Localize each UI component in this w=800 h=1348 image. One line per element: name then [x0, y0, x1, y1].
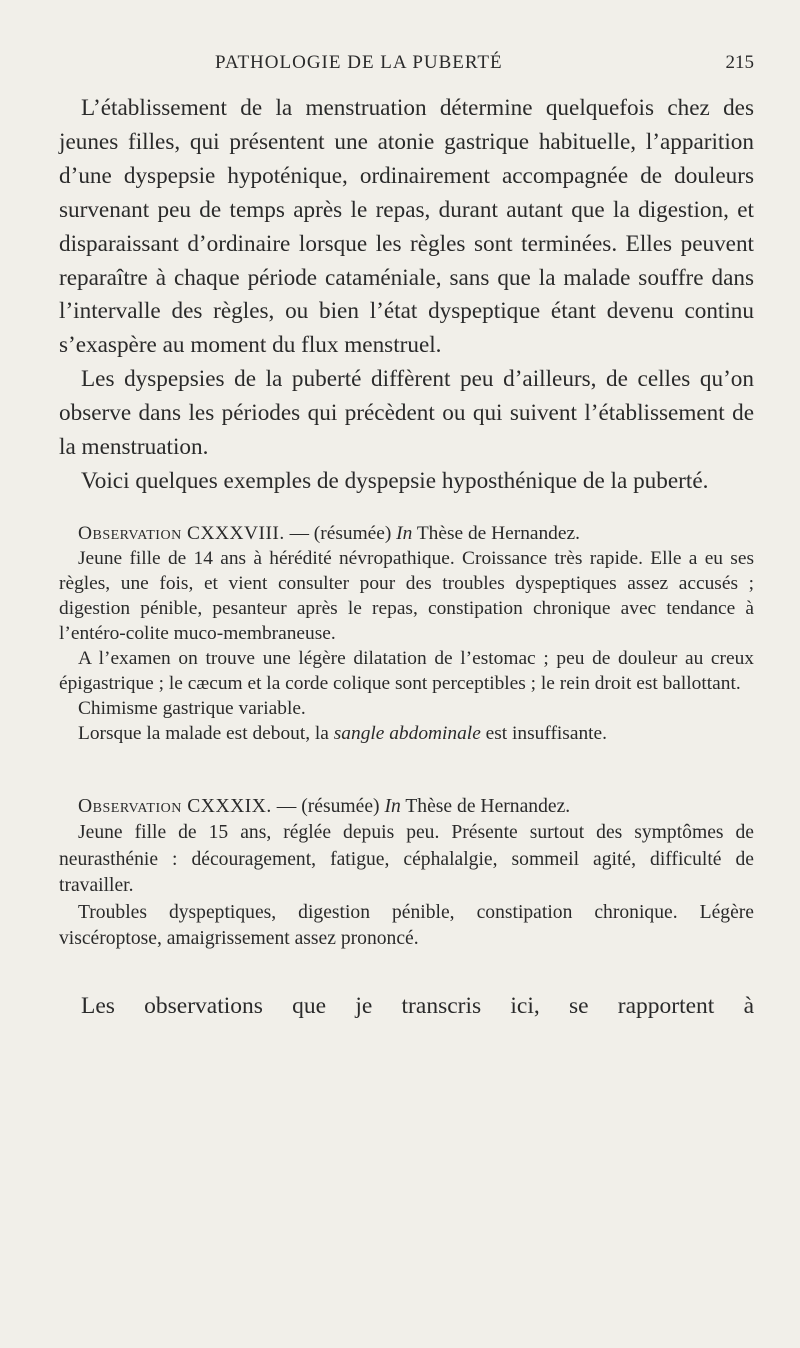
running-head [59, 52, 754, 92]
observation-paragraph: A l’examen on trouve une légère dilatation de l’estomac ; peu de douleur au creux épigastrique ; le cæcum et la corde colique sont perceptibles ; le rein droit est ballottant. [59, 647, 754, 694]
observation-italic-term: sangle abdominale [333, 722, 481, 744]
observation-paragraph: Jeune fille de 15 ans, réglée depuis peu. Présente surtout des symptômes de neurasthénie : découragement, fatigue, céphalalgie, sommeil agité, difficulté de travailler. [59, 822, 754, 897]
observation-text: Lorsque la malade est debout, la [78, 722, 334, 744]
paragraph-examples: Voici quelques exemples de dyspepsie hyposthénique de la puberté. [81, 467, 709, 494]
closing-line: Les observations que je transcris ici, se rapportent à [81, 992, 754, 1019]
observation-paragraph [59, 721, 754, 746]
observation-source: Thèse de Hernandez. [400, 795, 571, 817]
observation-paragraph: Jeune fille de 14 ans à hérédité névropathique. Croissance très rapide. Elle a eu ses règles, une fois, et vient consulter pour des troubles dyspeptiques assez accusés ; digestion pénible, pesanteur après le repas, constipation chronique avec tendance à l’entéro-colite muco-membraneuse. [59, 547, 754, 644]
observation-label: Observation CXXXIX. [78, 795, 272, 817]
paragraph-comparison: Les dyspepsies de la puberté diffèrent peu d’ailleurs, de celles qu’on observe dans les périodes qui précèdent ou qui suivent l’établissement de la menstruation. [59, 366, 754, 461]
observation-138 [59, 521, 754, 746]
observation-summary-note: — (résumée) [271, 795, 385, 817]
observation-paragraph: Chimisme gastrique variable. [78, 697, 306, 719]
observation-heading [59, 521, 754, 546]
observation-source: Thèse de Hernandez. [412, 522, 580, 544]
page-number: 215 [725, 52, 754, 73]
paragraph-intro: L’établissement de la menstruation détermine quelquefois chez des jeunes filles, qui présentent une atonie gastrique habituelle, l’apparition d’une dyspepsie hypoténique, ordinairement accompagnée de douleurs survenant peu de temps après le repas, durant autant que la digestion, et disparaissant d’ordinaire lorsque les règles sont terminées. Elles peuvent reparaître à chaque période cataméniale, sans que la malade souffre dans l’intervalle des règles, ou bien l’état dyspeptique étant devenu continu s’exaspère au moment du flux menstruel. [59, 95, 754, 359]
running-title: PATHOLOGIE DE LA PUBERTÉ [215, 52, 503, 73]
observation-paragraph: Troubles dyspeptiques, digestion pénible, constipation chronique. Légère viscéroptose, amaigrissement assez prononcé. [59, 901, 754, 950]
observation-in: In [384, 795, 401, 817]
observation-heading [59, 794, 754, 821]
observation-in: In [396, 522, 413, 544]
observation-label: Observation CXXXVIII. [78, 522, 285, 544]
observation-text: est insuffisante. [480, 722, 607, 744]
observation-139 [59, 794, 754, 953]
observation-summary-note: — (résumée) [284, 522, 397, 544]
